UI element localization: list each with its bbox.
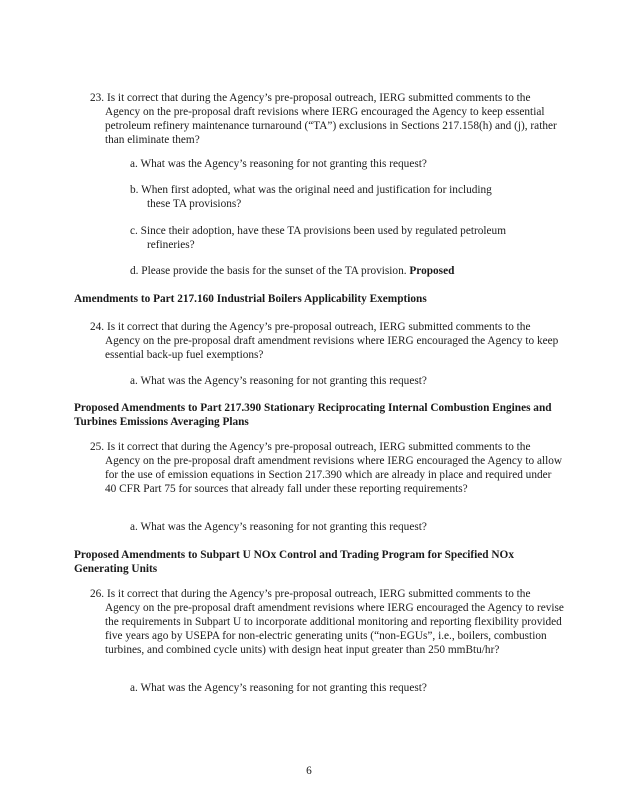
question-25: 25. Is it correct that during the Agency’s pre-proposal outreach, IERG submitted comments to the Agency on the pre-proposal draft amendment revisions where IERG encouraged the Agency to allow for the use of emission equations in Section 217.390 which are already in place and required under 40 CFR Part 75 for sources that already fall under these reporting requirements?: [90, 441, 563, 495]
question-25-a: a. What was the Agency’s reasoning for not granting this request?: [130, 521, 427, 533]
section-heading-217-390: Proposed Amendments to Part 217.390 Stationary Reciprocating Internal Combustion Engines and Turbines Emissions Averaging Plans: [74, 402, 552, 428]
question-23-d: [130, 264, 550, 278]
question-23-b: b. When first adopted, what was the original need and justification for including these TA provisions?: [130, 184, 492, 210]
question-26-a: a. What was the Agency’s reasoning for not granting this request?: [130, 682, 427, 694]
question-24: 24. Is it correct that during the Agency’s pre-proposal outreach, IERG submitted comments to the Agency on the pre-proposal draft amendment revisions where IERG encouraged the Agency to keep essential back-up fuel exemptions?: [90, 321, 559, 361]
question-23-c: c. Since their adoption, have these TA provisions been used by regulated petroleum refineries?: [130, 225, 506, 251]
section-heading-subpart-u: Proposed Amendments to Subpart U NOx Control and Trading Program for Specified NOx Generating Units: [74, 549, 514, 575]
question-23: 23. Is it correct that during the Agency’s pre-proposal outreach, IERG submitted comments to the Agency on the pre-proposal draft revisions where IERG encouraged the Agency to keep essential petroleum refinery maintenance turnaround (“TA”) exclusions in Sections 217.158(h) and (j), rather than eliminate them?: [90, 92, 557, 146]
question-24-a: a. What was the Agency’s reasoning for not granting this request?: [130, 375, 427, 387]
section-heading-217-160: Amendments to Part 217.160 Industrial Boilers Applicability Exemptions: [74, 293, 427, 305]
question-26: 26. Is it correct that during the Agency’s pre-proposal outreach, IERG submitted comments to the Agency on the pre-proposal draft amendment revisions where IERG encouraged the Agency to revise the requirements in Subpart U to incorporate additional monitoring and reporting flexibility provided five years ago by USEPA for non-electric generating units (“non-EGUs”, i.e., boilers, combustion turbines, and combined cycle units) with design heat input greater than 250 mmBtu/hr?: [90, 588, 564, 656]
question-23-a: a. What was the Agency’s reasoning for not granting this request?: [130, 158, 427, 170]
question-23-d-text: d. Please provide the basis for the sunset of the TA provision.: [130, 265, 407, 277]
page-number: 6: [306, 765, 312, 777]
question-23-d-bold-tail: Proposed: [409, 265, 455, 277]
